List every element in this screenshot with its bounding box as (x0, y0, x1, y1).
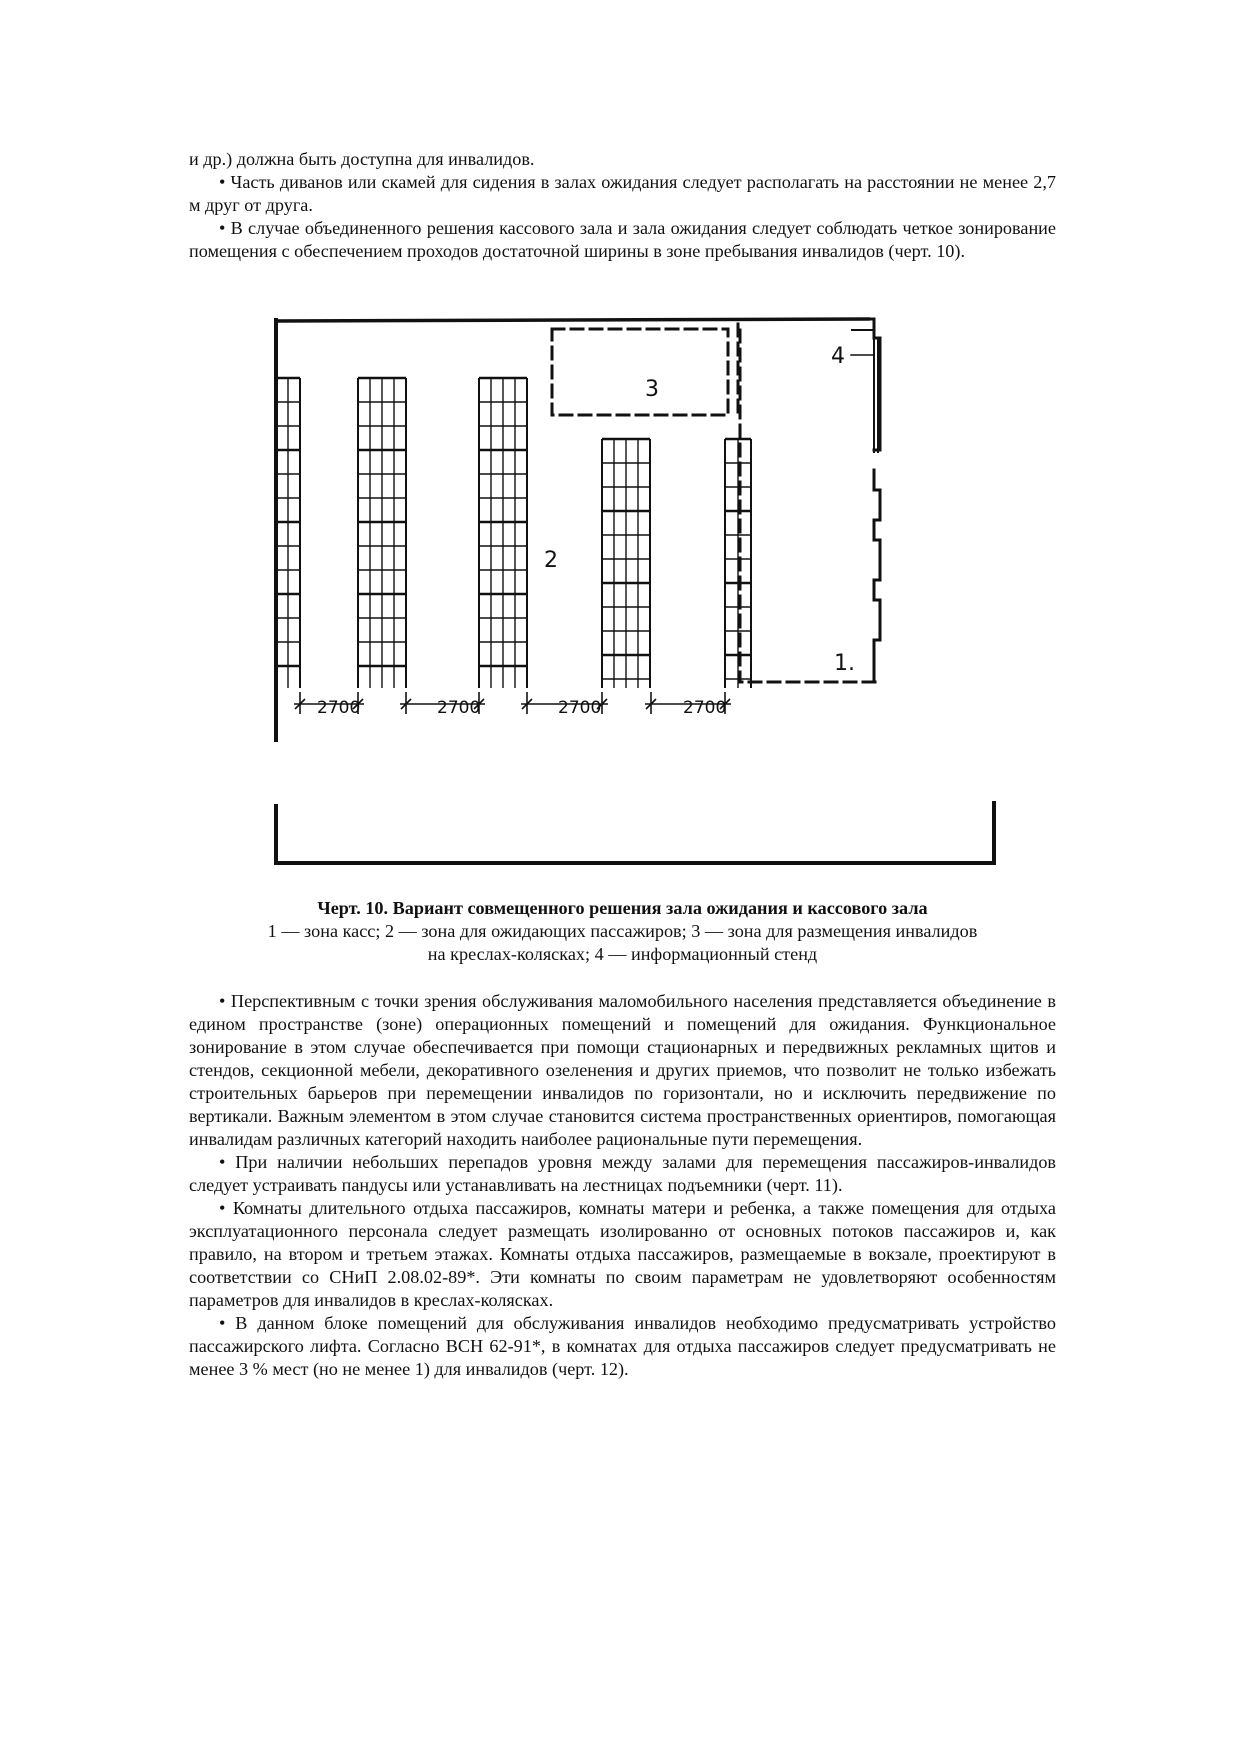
paragraph: • Перспективным с точки зрения обслуживания маломобильного населения представляется объединение в едином пространстве (зоне) операционных помещений и помещений для ожидания. Функциональное зонирование в этом случае обеспечивается при помощи стационарных и передвижных рекламных щитов и стендов, секционной мебели, декоративного озеленения и других приемов, что позволит не только избежать строительных барьеров при перемещении инвалидов по горизонтали, но и исключить передвижение по вертикали. Важным элементом в этом случае становится система пространственных ориентиров, помогающая инвалидам различных категорий находить наиболее рациональные пути перемещения. (189, 991, 1056, 1149)
caption-legend: 1 — зона касс; 2 — зона для ожидающих пассажиров; 3 — зона для размещения инвалидов (267, 921, 978, 941)
floor-plan-figure (262, 310, 1012, 878)
bench-rows (276, 378, 751, 688)
zone-1-boundary (740, 330, 880, 682)
paragraph: и др.) должна быть доступна для инвалидов. (189, 149, 535, 169)
info-stand (874, 340, 878, 452)
top-text (189, 148, 1056, 263)
wall-outline (276, 319, 868, 321)
wall-outline (276, 803, 994, 863)
dimension-label: 2700 (437, 698, 481, 718)
caption-legend: на креслах-колясках; 4 — информационный стенд (427, 944, 818, 964)
zone-3-boundary (552, 329, 728, 415)
paragraph: • Часть диванов или скамей для сидения в залах ожидания следует располагать на расстоянии не менее 2,7 м друг от друга. (189, 172, 1056, 215)
zone-label-3: 3 (645, 377, 659, 402)
paragraph: • При наличии небольших перепадов уровня между залами для перемещения пассажиров-инвалидов следует устраивать пандусы или устанавливать на лестницах подъемники (черт. 11). (189, 1152, 1056, 1195)
dimension-label: 2700 (558, 698, 602, 718)
dimension-label: 2700 (683, 698, 727, 718)
figure-caption (189, 897, 1056, 966)
zone-label-4: 4 (831, 344, 845, 369)
caption-title: Черт. 10. Вариант совмещенного решения зала ожидания и кассового зала (317, 898, 928, 918)
zone-label-2: 2 (544, 548, 558, 573)
paragraph: • В случае объединенного решения кассового зала и зала ожидания следует соблюдать четкое зонирование помещения с обеспечением проходов достаточной ширины в зоне пребывания инвалидов (черт. 10). (189, 218, 1056, 261)
dimension-label: 2700 (317, 698, 361, 718)
paragraph: • В данном блоке помещений для обслуживания инвалидов необходимо предусматривать устройство пассажирского лифта. Согласно ВСН 62-91*, в комнатах для отдыха пассажиров следует предусматривать не менее 3 % мест (но не менее 1) для инвалидов (черт. 12). (189, 1313, 1056, 1379)
floor-plan-drawing (262, 310, 1012, 878)
wall-outline (874, 470, 880, 682)
paragraph: • Комнаты длительного отдыха пассажиров, комнаты матери и ребенка, а также помещения для отдыха эксплуатационного персонала следует размещать изолированно от основных потоков пассажиров и, как правило, на втором и третьем этажах. Комнаты отдыха пассажиров, размещаемые в вокзале, проектируют в соответствии со СНиП 2.08.02-89*. Эти комнаты по своим параметрам не удовлетворяют особенностям параметров для инвалидов в креслах-колясках. (189, 1198, 1056, 1310)
zone-label-1: 1. (834, 651, 855, 676)
bottom-text (189, 990, 1056, 1381)
